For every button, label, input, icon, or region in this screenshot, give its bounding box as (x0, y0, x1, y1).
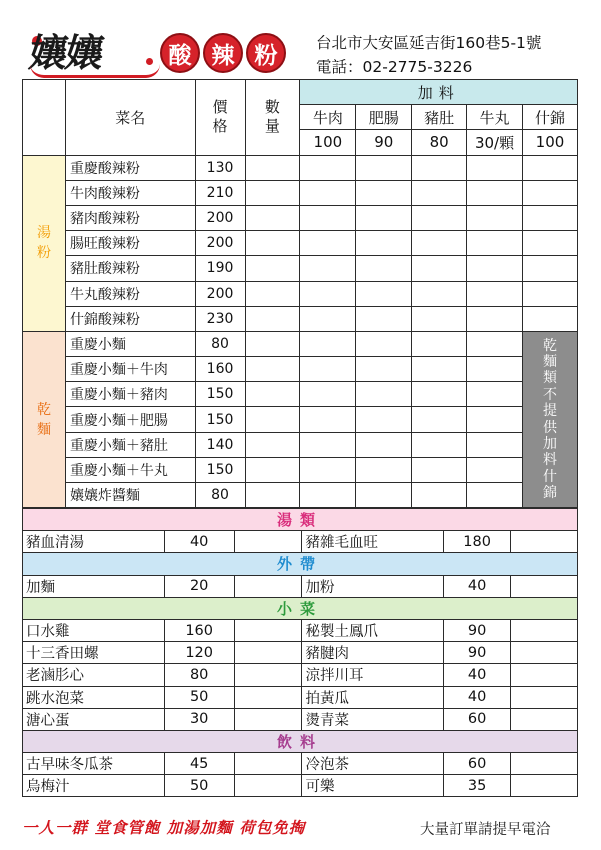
item-name: 十三香田螺 (23, 642, 165, 664)
title-badge: 酸 (160, 33, 200, 73)
addon-qty-cell[interactable] (412, 331, 467, 356)
addons-header: 加料 (300, 80, 578, 105)
category-label (23, 331, 66, 507)
title-badge: 粉 (246, 33, 286, 73)
addon-qty-cell[interactable] (356, 483, 412, 508)
dish-name: 重慶小麵＋豬肚 (65, 432, 195, 457)
addon-qty-cell[interactable] (356, 231, 412, 256)
item-name: 古早味冬瓜茶 (23, 753, 165, 775)
qty-cell[interactable] (234, 642, 302, 664)
addon-qty-cell[interactable] (523, 180, 578, 205)
dish-name: 重慶小麵＋豬肉 (65, 382, 195, 407)
addon-qty-cell[interactable] (356, 432, 412, 457)
addon-qty-cell[interactable] (300, 382, 356, 407)
addon-qty-cell[interactable] (523, 256, 578, 281)
item-name: 加粉 (302, 575, 444, 597)
menu-row (23, 281, 578, 306)
dish-name: 重慶酸辣粉 (65, 155, 195, 180)
qty-cell[interactable] (234, 531, 302, 553)
qty-cell[interactable] (511, 642, 578, 664)
qty-cell[interactable] (234, 753, 302, 775)
dish-name: 牛肉酸辣粉 (65, 180, 195, 205)
addon-qty-cell[interactable] (467, 281, 523, 306)
col-header-name: 菜名 (65, 80, 195, 156)
col-header-price: 價格 (195, 80, 245, 156)
addon-qty-cell[interactable] (356, 357, 412, 382)
sides-drinks-table (22, 508, 578, 797)
addon-qty-cell[interactable] (300, 256, 356, 281)
qty-cell[interactable] (245, 180, 300, 205)
menu-row (23, 357, 578, 382)
item-name: 口水雞 (23, 619, 165, 641)
addon-name: 什錦 (523, 105, 578, 130)
menu-row (23, 407, 578, 432)
qty-cell[interactable] (245, 155, 300, 180)
addon-price: 90 (356, 130, 412, 155)
menu-row (23, 256, 578, 281)
menu-row (23, 205, 578, 230)
addon-qty-cell[interactable] (356, 281, 412, 306)
addon-qty-cell[interactable] (412, 457, 467, 482)
main-menu-table (22, 79, 578, 508)
title-badge: 辣 (203, 33, 243, 73)
category-label (23, 155, 66, 331)
addon-qty-cell[interactable] (356, 155, 412, 180)
qty-cell[interactable] (234, 575, 302, 597)
addon-qty-cell[interactable] (412, 205, 467, 230)
addon-qty-cell[interactable] (300, 357, 356, 382)
section-title: 小菜 (23, 597, 578, 619)
logo-swoosh (30, 64, 160, 78)
addon-qty-cell[interactable] (467, 357, 523, 382)
item-name: 跳水泡菜 (23, 686, 165, 708)
qty-cell[interactable] (511, 531, 578, 553)
addon-qty-cell[interactable] (523, 205, 578, 230)
category-text: 湯粉 (36, 225, 51, 262)
addon-qty-cell[interactable] (356, 205, 412, 230)
addon-price: 80 (412, 130, 467, 155)
dish-name: 重慶小麵＋牛肉 (65, 357, 195, 382)
dish-price: 130 (195, 155, 245, 180)
addon-price: 100 (523, 130, 578, 155)
addon-qty-cell[interactable] (467, 407, 523, 432)
qty-cell[interactable] (511, 686, 578, 708)
section-title: 湯類 (23, 509, 578, 531)
item-price: 35 (444, 775, 511, 797)
col-header-qty: 數量 (245, 80, 300, 156)
section-row (23, 775, 578, 797)
menu-row (23, 231, 578, 256)
dish-price: 150 (195, 457, 245, 482)
dish-price: 140 (195, 432, 245, 457)
item-price: 20 (164, 575, 234, 597)
item-price: 40 (444, 575, 511, 597)
item-price: 30 (164, 708, 234, 730)
dish-price: 190 (195, 256, 245, 281)
qty-cell[interactable] (245, 483, 300, 508)
addon-qty-cell[interactable] (412, 382, 467, 407)
item-name: 豬雜毛血旺 (302, 531, 444, 553)
addon-qty-cell[interactable] (356, 180, 412, 205)
dish-name: 重慶小麵 (65, 331, 195, 356)
item-name: 溏心蛋 (23, 708, 165, 730)
section-row (23, 619, 578, 641)
addon-qty-cell[interactable] (412, 407, 467, 432)
section-header (23, 597, 578, 619)
item-price: 45 (164, 753, 234, 775)
dish-name: 牛丸酸辣粉 (65, 281, 195, 306)
item-price: 180 (444, 531, 511, 553)
addon-qty-cell[interactable] (412, 256, 467, 281)
addon-qty-cell[interactable] (300, 407, 356, 432)
qty-cell[interactable] (234, 708, 302, 730)
addon-qty-cell[interactable] (300, 483, 356, 508)
addon-qty-cell[interactable] (467, 331, 523, 356)
section-row (23, 531, 578, 553)
menu-row (23, 457, 578, 482)
addon-price: 30/顆 (467, 130, 523, 155)
item-name: 可樂 (302, 775, 444, 797)
dish-price: 200 (195, 281, 245, 306)
addon-qty-cell[interactable] (356, 382, 412, 407)
dish-price: 150 (195, 382, 245, 407)
menu-row (23, 306, 578, 331)
bulk-order-note: 大量訂單請提早電洽 (420, 822, 551, 838)
no-addon-note-text: 乾麵類不提供加料什錦 (543, 337, 557, 502)
qty-cell[interactable] (245, 231, 300, 256)
addon-qty-cell[interactable] (356, 407, 412, 432)
item-name: 豬血清湯 (23, 531, 165, 553)
item-name: 拍黃瓜 (302, 686, 444, 708)
addon-qty-cell[interactable] (412, 180, 467, 205)
dish-name: 孃孃炸醬麵 (65, 483, 195, 508)
section-header (23, 553, 578, 575)
dish-price: 80 (195, 331, 245, 356)
logo-text: 孃孃 (26, 30, 105, 75)
title-badges (160, 33, 286, 73)
addon-name: 牛肉 (300, 105, 356, 130)
item-name: 老滷肜心 (23, 664, 165, 686)
dish-price: 230 (195, 306, 245, 331)
qty-cell[interactable] (245, 432, 300, 457)
item-name: 冷泡茶 (302, 753, 444, 775)
qty-cell[interactable] (234, 664, 302, 686)
brand-logo (26, 22, 160, 78)
item-price: 80 (164, 664, 234, 686)
addon-qty-cell[interactable] (467, 306, 523, 331)
addon-qty-cell[interactable] (467, 457, 523, 482)
dish-name: 重慶小麵＋肥腸 (65, 407, 195, 432)
dish-name: 什錦酸辣粉 (65, 306, 195, 331)
addon-qty-cell[interactable] (300, 306, 356, 331)
item-name: 涼拌川耳 (302, 664, 444, 686)
section-row (23, 642, 578, 664)
addon-qty-cell[interactable] (467, 256, 523, 281)
item-price: 40 (444, 686, 511, 708)
qty-cell[interactable] (511, 708, 578, 730)
qty-cell[interactable] (511, 664, 578, 686)
section-header (23, 730, 578, 752)
addon-qty-cell[interactable] (467, 231, 523, 256)
qty-cell[interactable] (245, 357, 300, 382)
addon-qty-cell[interactable] (523, 231, 578, 256)
addon-qty-cell[interactable] (412, 483, 467, 508)
dish-name: 豬肉酸辣粉 (65, 205, 195, 230)
item-price: 60 (444, 708, 511, 730)
item-price: 160 (164, 619, 234, 641)
item-price: 60 (444, 753, 511, 775)
dish-price: 80 (195, 483, 245, 508)
qty-cell[interactable] (245, 306, 300, 331)
addon-qty-cell[interactable] (300, 231, 356, 256)
addon-qty-cell[interactable] (412, 155, 467, 180)
section-header (23, 509, 578, 531)
item-price: 40 (444, 664, 511, 686)
addon-qty-cell[interactable] (523, 281, 578, 306)
footer-slogan: 一人一群 堂食管飽 加湯加麵 荷包免掏 (22, 818, 306, 837)
item-price: 90 (444, 642, 511, 664)
addon-qty-cell[interactable] (300, 205, 356, 230)
qty-cell[interactable] (511, 575, 578, 597)
addon-qty-cell[interactable] (300, 457, 356, 482)
addon-qty-cell[interactable] (356, 256, 412, 281)
item-price: 50 (164, 775, 234, 797)
dish-price: 200 (195, 205, 245, 230)
blank-corner (23, 80, 66, 156)
store-phone: 電話：02-2775-3226 (316, 58, 473, 76)
item-name: 加麵 (23, 575, 165, 597)
dish-price: 160 (195, 357, 245, 382)
addon-qty-cell[interactable] (467, 180, 523, 205)
addon-qty-cell[interactable] (467, 382, 523, 407)
qty-cell[interactable] (245, 205, 300, 230)
item-price: 120 (164, 642, 234, 664)
qty-cell[interactable] (511, 753, 578, 775)
item-price: 50 (164, 686, 234, 708)
addon-qty-cell[interactable] (300, 180, 356, 205)
qty-cell[interactable] (245, 331, 300, 356)
addon-name: 豬肚 (412, 105, 467, 130)
addon-qty-cell[interactable] (467, 205, 523, 230)
section-row (23, 575, 578, 597)
item-name: 烏梅汁 (23, 775, 165, 797)
addon-qty-cell[interactable] (412, 306, 467, 331)
menu-row (23, 432, 578, 457)
addon-price: 100 (300, 130, 356, 155)
qty-cell[interactable] (511, 775, 578, 797)
addon-qty-cell[interactable] (300, 432, 356, 457)
section-row (23, 753, 578, 775)
dish-name: 腸旺酸辣粉 (65, 231, 195, 256)
addon-qty-cell[interactable] (467, 155, 523, 180)
menu-row (23, 331, 578, 356)
section-row (23, 686, 578, 708)
addon-qty-cell[interactable] (356, 457, 412, 482)
dish-price: 200 (195, 231, 245, 256)
addon-qty-cell[interactable] (523, 306, 578, 331)
addon-qty-cell[interactable] (300, 281, 356, 306)
addon-qty-cell[interactable] (356, 306, 412, 331)
menu-row (23, 180, 578, 205)
qty-cell[interactable] (511, 619, 578, 641)
item-price: 40 (164, 531, 234, 553)
addon-qty-cell[interactable] (300, 155, 356, 180)
item-name: 燙青菜 (302, 708, 444, 730)
addon-qty-cell[interactable] (467, 483, 523, 508)
addon-qty-cell[interactable] (356, 331, 412, 356)
dish-name: 豬肚酸辣粉 (65, 256, 195, 281)
section-title: 外帶 (23, 553, 578, 575)
qty-cell[interactable] (234, 619, 302, 641)
category-text: 乾麵 (36, 401, 51, 438)
addon-qty-cell[interactable] (412, 231, 467, 256)
dish-price: 150 (195, 407, 245, 432)
store-address: 台北市大安區延吉街160巷5-1號 (316, 34, 542, 52)
qty-cell[interactable] (245, 407, 300, 432)
item-name: 秘製土鳳爪 (302, 619, 444, 641)
section-row (23, 708, 578, 730)
qty-cell[interactable] (245, 256, 300, 281)
addon-qty-cell[interactable] (412, 432, 467, 457)
qty-cell[interactable] (234, 775, 302, 797)
addon-qty-cell[interactable] (467, 432, 523, 457)
qty-cell[interactable] (245, 281, 300, 306)
addon-qty-cell[interactable] (412, 357, 467, 382)
menu-row (23, 483, 578, 508)
section-title: 飲料 (23, 730, 578, 752)
addon-qty-cell[interactable] (300, 331, 356, 356)
qty-cell[interactable] (234, 686, 302, 708)
addon-qty-cell[interactable] (412, 281, 467, 306)
dish-name: 重慶小麵＋牛丸 (65, 457, 195, 482)
qty-cell[interactable] (245, 457, 300, 482)
section-row (23, 664, 578, 686)
addon-name: 肥腸 (356, 105, 412, 130)
item-price: 90 (444, 619, 511, 641)
addon-qty-cell[interactable] (523, 155, 578, 180)
addon-name: 牛丸 (467, 105, 523, 130)
menu-row (23, 382, 578, 407)
dish-price: 210 (195, 180, 245, 205)
no-addon-note (523, 331, 578, 507)
item-name: 豬腱肉 (302, 642, 444, 664)
menu-row (23, 155, 578, 180)
qty-cell[interactable] (245, 382, 300, 407)
